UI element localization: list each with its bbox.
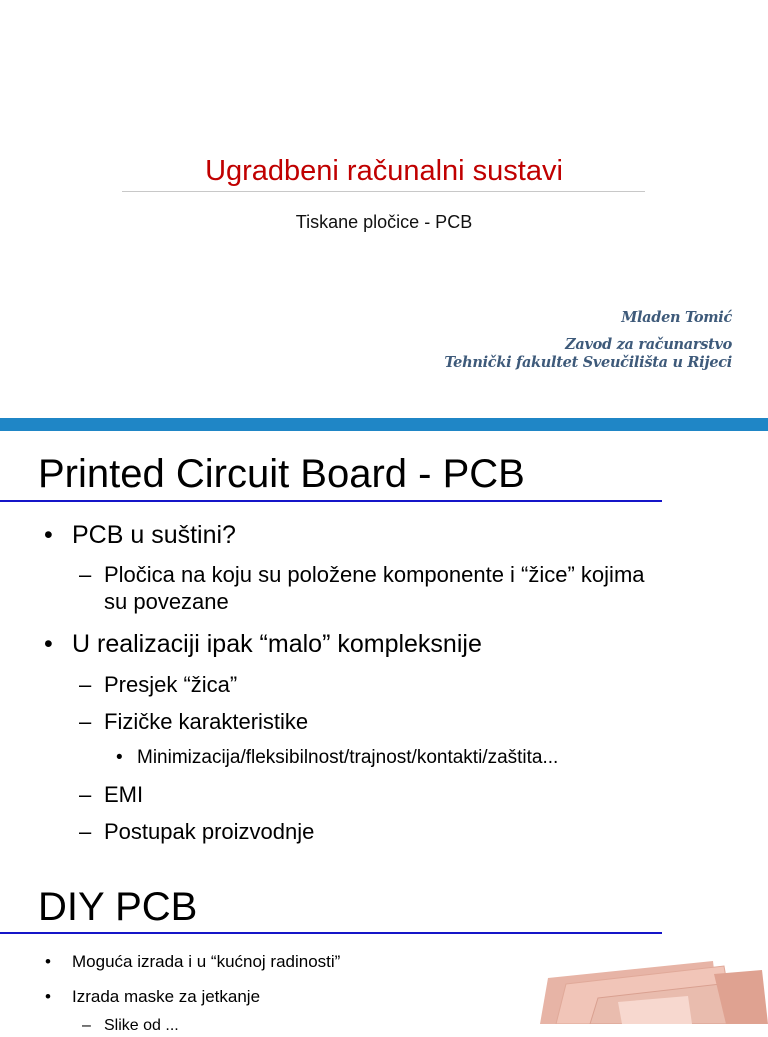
copper-pcb-image bbox=[538, 958, 768, 1024]
bullet-text: Presjek “žica” bbox=[104, 672, 238, 697]
deck-subtitle: Tiskane pločice - PCB bbox=[295, 212, 473, 232]
bullet-marker: • bbox=[45, 987, 51, 1006]
bullet-text: su povezane bbox=[104, 589, 229, 614]
bullet-marker: • bbox=[44, 521, 53, 549]
author-department: Zavod za računarstvo bbox=[565, 336, 732, 353]
bullet-marker: • bbox=[116, 747, 123, 768]
deck-title: Ugradbeni računalni sustavi bbox=[205, 155, 563, 187]
bullet-text: Minimizacija/fleksibilnost/trajnost/kontakti/zaštita... bbox=[137, 747, 559, 768]
dash-marker: – bbox=[79, 709, 92, 734]
bullet-marker: • bbox=[45, 952, 51, 971]
bullet-text: Pločica na koju su položene komponente i “žice” kojima bbox=[104, 562, 645, 587]
dash-marker: – bbox=[79, 562, 92, 587]
author-name: Mladen Tomić bbox=[621, 309, 732, 326]
dash-marker: – bbox=[79, 672, 92, 697]
copper-board-illustration bbox=[538, 958, 768, 1024]
heading-rule bbox=[0, 500, 662, 502]
slide-heading-diy: DIY PCB bbox=[38, 885, 198, 929]
bullet-text: Postupak proizvodnje bbox=[104, 819, 315, 844]
slide-heading-pcb: Printed Circuit Board - PCB bbox=[38, 452, 525, 496]
title-slide bbox=[0, 0, 768, 418]
dash-marker: – bbox=[79, 782, 92, 807]
bullet-marker: • bbox=[44, 630, 53, 658]
bullet-text: Izrada maske za jetkanje bbox=[72, 987, 261, 1006]
bullet-text: U realizaciji ipak “malo” kompleksnije bbox=[72, 630, 482, 658]
slide-separator bbox=[0, 418, 768, 431]
bullet-text: Fizičke karakteristike bbox=[104, 709, 309, 734]
bullet-text: Moguća izrada i u “kućnoj radinosti” bbox=[72, 952, 341, 971]
author-faculty: Tehnički fakultet Sveučilišta u Rijeci bbox=[444, 354, 732, 371]
bullet-text: PCB u suštini? bbox=[72, 521, 236, 549]
heading-rule bbox=[0, 932, 662, 934]
bullet-text: Slike od ... bbox=[104, 1017, 179, 1034]
dash-marker: – bbox=[82, 1017, 91, 1034]
dash-marker: – bbox=[79, 819, 92, 844]
bullet-text: EMI bbox=[104, 782, 144, 807]
title-divider bbox=[122, 191, 645, 192]
